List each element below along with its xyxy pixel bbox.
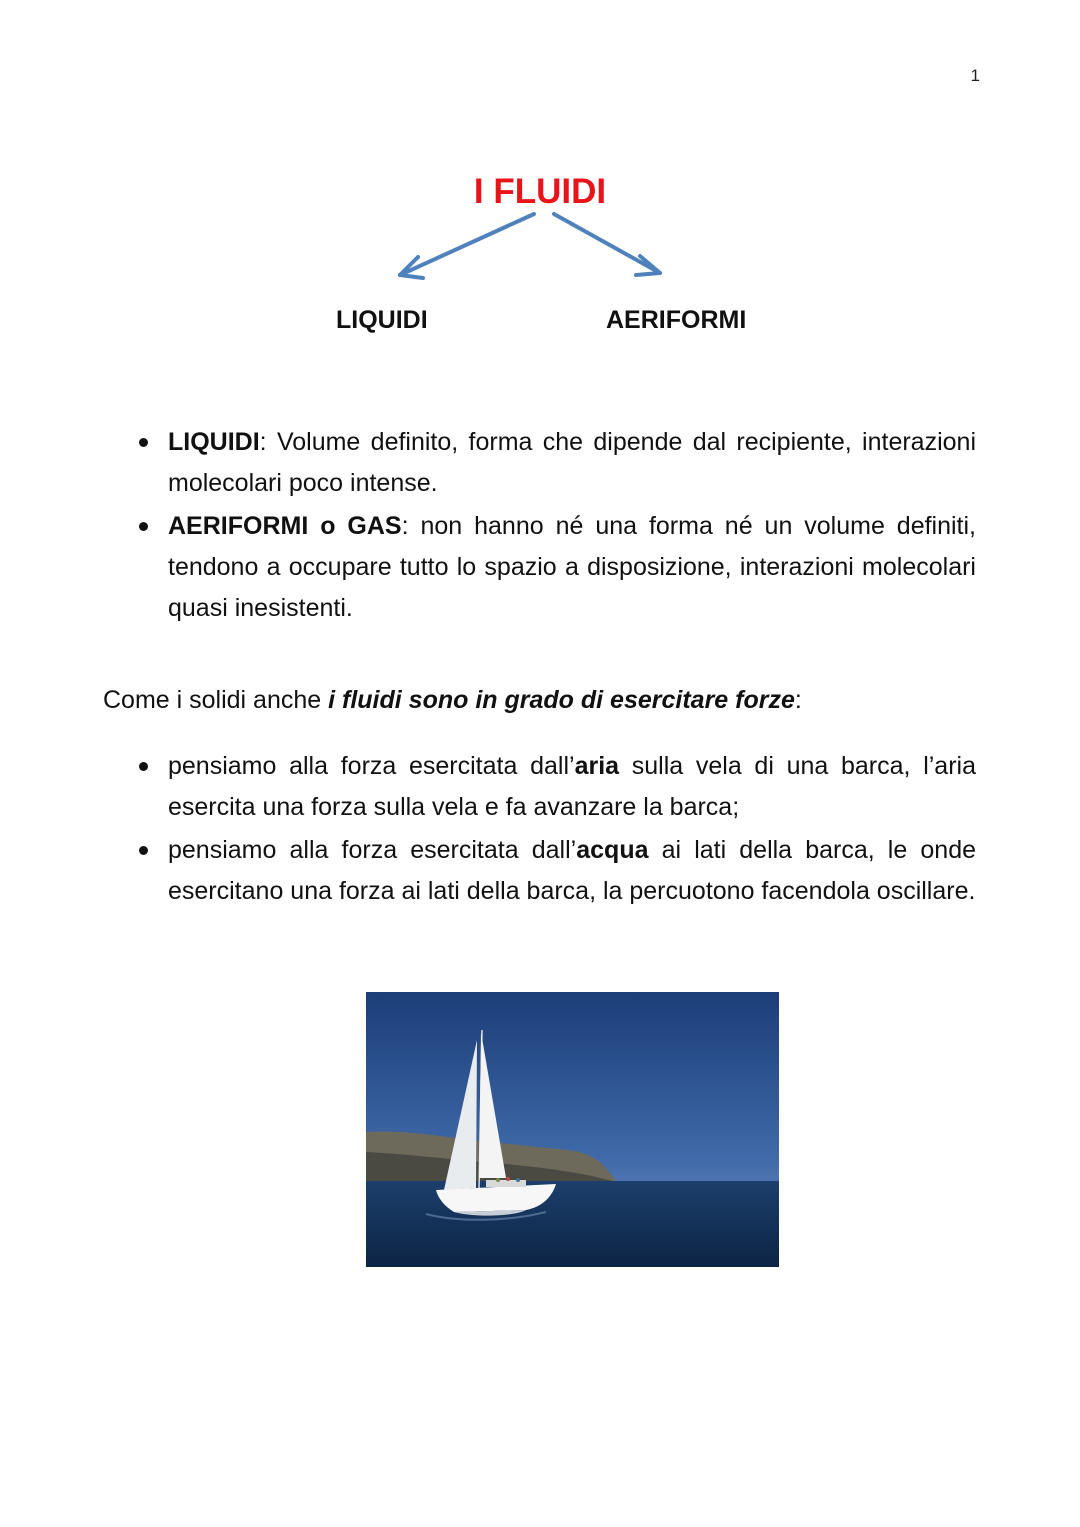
branch-label-liquidi: LIQUIDI (336, 306, 428, 334)
page-number: 1 (970, 66, 980, 85)
branch-arrows (380, 205, 680, 295)
intro-emphasis: i fluidi sono in grado di esercitare forze (328, 686, 795, 714)
example-text: sulla vela di una barca, l’aria esercita una forza sulla vela e fa avanzare la barca; (168, 752, 976, 821)
list-item (168, 746, 976, 828)
definition-text: non hanno né una forma né un volume definiti, tendono a occupare tutto lo spazio a disposizione, interazioni molecolari quasi inesistenti. (168, 512, 977, 622)
definition-term: AERIFORMI o GAS (168, 512, 402, 540)
example-keyword: aria (574, 752, 620, 780)
list-item (168, 506, 976, 629)
list-item (168, 422, 976, 504)
example-keyword: acqua (576, 836, 649, 864)
definition-term: LIQUIDI (168, 428, 260, 456)
sailboat-photo (366, 992, 779, 1267)
branch-label-aeriformi: AERIFORMI (606, 306, 747, 334)
definition-text: Volume definito, forma che dipende dal recipiente, interazioni molecolari poco intense. (168, 428, 976, 497)
diagram-title: I FLUIDI (473, 172, 607, 211)
intro-lead: Come i solidi anche (103, 686, 329, 714)
example-text: ai lati della barca, le onde esercitano una forza ai lati della barca, la percuotono facendola oscillare. (168, 836, 976, 905)
definition-separator: : (259, 428, 277, 456)
definition-separator: : (401, 512, 421, 540)
sea (366, 1181, 779, 1267)
intro-sentence (103, 686, 802, 715)
list-item (168, 830, 976, 912)
intro-tail: : (794, 686, 802, 714)
arrow-right (554, 214, 660, 273)
arrow-left (400, 214, 534, 275)
example-text: pensiamo alla forza esercitata dall’ (168, 752, 575, 780)
examples-list (168, 746, 976, 914)
definitions-list (168, 422, 976, 631)
example-text: pensiamo alla forza esercitata dall’ (168, 836, 577, 864)
